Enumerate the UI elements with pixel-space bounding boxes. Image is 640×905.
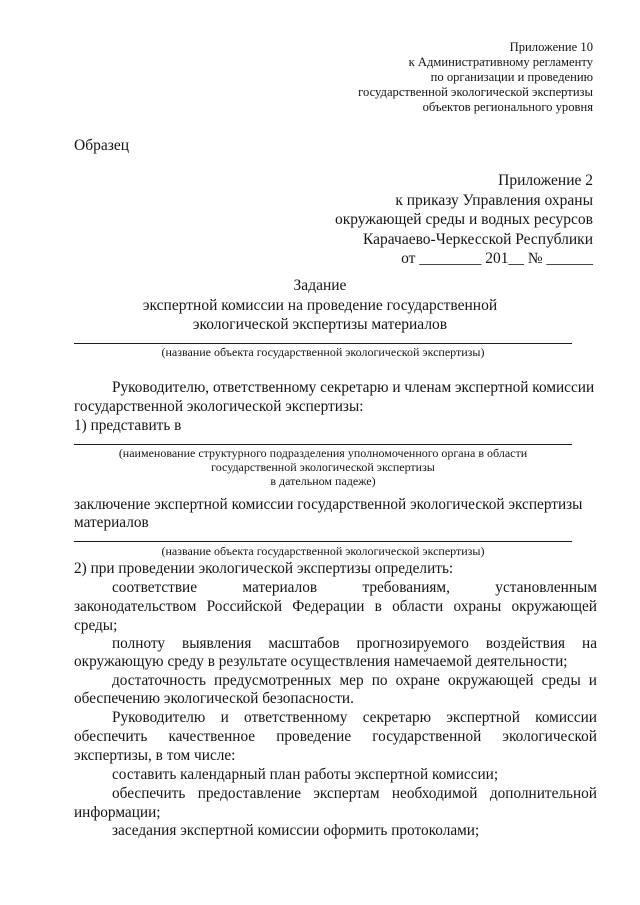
caption-object-name-2: (название объекта государственной экологической экспертизы) [161, 544, 485, 558]
title-line: экологической экспертизы материалов [192, 316, 448, 333]
appendix-line: по организации и проведению [430, 70, 593, 84]
completeness-line: окружающую среду в результате осуществления намечаемой деятельности; [74, 653, 568, 670]
task-plan: составить календарный план работы экспертной комиссии; [112, 766, 499, 783]
sample-label: Образец [74, 137, 130, 154]
document-title [0, 276, 640, 335]
appendix-line: государственной экологической экспертизы [358, 85, 593, 99]
caption-line: в дательном падеже) [270, 474, 376, 488]
appendix-line: Приложение 10 [509, 40, 593, 54]
item-1: 1) представить в [74, 417, 182, 434]
head-secretary-line: Руководителю и ответственному секретарю экспертной комиссии [112, 709, 597, 726]
order-line: к приказу Управления охраны [395, 191, 593, 209]
title-line: экспертной комиссии на проведение государственной [142, 296, 498, 314]
caption-department [74, 446, 572, 488]
order-line: окружающей среды и водных ресурсов [334, 211, 593, 228]
item-2: 2) при проведении экологической экспертизы определить: [74, 560, 454, 577]
compliance-line: законодательством Российской Федерации в области охраны окружающей [74, 598, 597, 615]
compliance-line: соответствие материалов требованиям, установленным [112, 579, 597, 596]
sufficiency-line: обеспечению экологической безопасности. [74, 690, 354, 707]
fill-line-department [74, 444, 572, 445]
task-info-line: информации; [74, 804, 161, 821]
caption-object-name: (название объекта государственной экологической экспертизы) [161, 345, 485, 359]
appendix-line: к Административному регламенту [408, 55, 593, 69]
addressees-line: государственной экологической экспертизы: [74, 398, 364, 415]
addressees-line: Руководителю, ответственному секретарю и членам экспертной комиссии [112, 379, 595, 396]
caption-line: (наименование структурного подразделения уполномоченного органа в области [118, 446, 528, 460]
order-line: Приложение 2 [498, 172, 593, 189]
fill-line-object-name-2 [74, 541, 572, 542]
appendix-header [358, 40, 593, 115]
task-info-line: обеспечить предоставление экспертам необходимой дополнительной [112, 785, 597, 802]
appendix-line: объектов регионального уровня [422, 100, 593, 114]
conclusion-line: заключение экспертной комиссии государственной экологической экспертизы [74, 496, 583, 513]
order-date-line: от ________ 201__ № ______ [401, 250, 593, 267]
sufficiency-line: достаточность предусмотренных мер по охране окружающей среды и [112, 672, 597, 689]
caption-line: государственной экологической экспертизы [211, 460, 435, 474]
completeness-line: полноту выявления масштабов прогнозируемого воздействия на [112, 635, 597, 652]
order-line: Карачаево-Черкесской Республики [363, 230, 593, 248]
task-protocols: заседания экспертной комиссии оформить протоколами; [112, 822, 480, 839]
title-line: Задание [293, 277, 347, 294]
conclusion-line: материалов [74, 514, 149, 531]
head-secretary-line: обеспечить качественное проведение государственной экологической [74, 728, 597, 745]
order-reference [335, 171, 593, 269]
compliance-line: среды; [74, 617, 118, 634]
fill-line-object-name [74, 343, 572, 344]
head-secretary-line: экспертизы, в том числе: [74, 747, 236, 764]
